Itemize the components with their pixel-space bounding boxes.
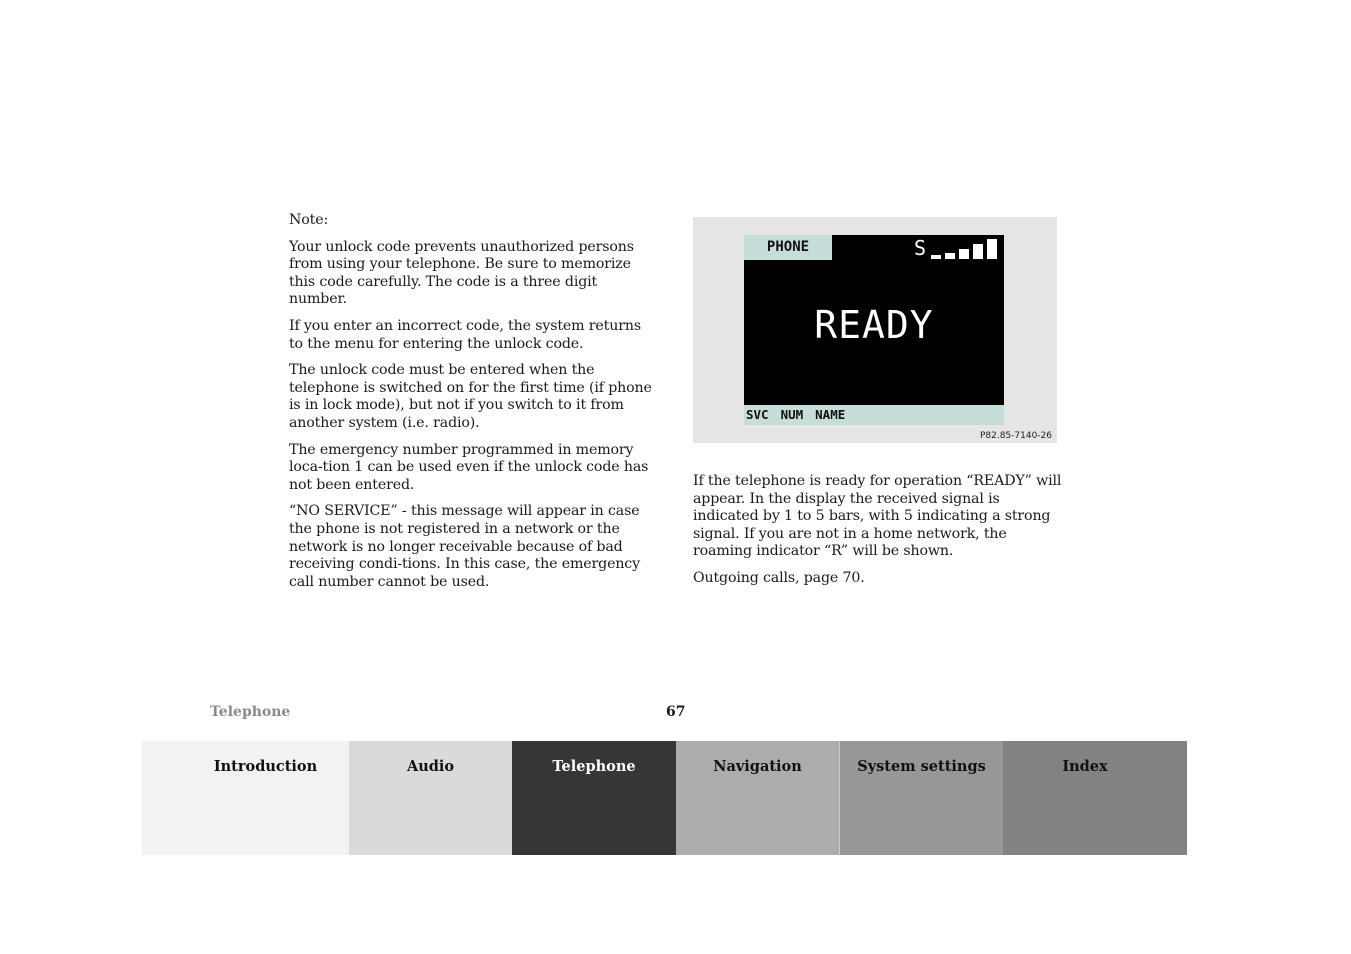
signal-strength-indicator [914,237,997,259]
page-number: 67 [666,704,686,720]
tab-system-settings[interactable]: System settings [839,741,1003,855]
signal-bar-1 [931,255,941,259]
paragraph-incorrect-code: If you enter an incorrect code, the system returns to the menu for entering the unlock code. [289,317,641,352]
softkey-num: NUM [780,407,804,422]
softkey-svc: SVC [746,407,769,422]
left-text-column [289,212,657,600]
status-text: READY [814,303,934,347]
paragraph-outgoing-calls: Outgoing calls, page 70. [693,569,865,586]
note-label: Note: [289,212,329,228]
chapter-nav [142,741,1187,855]
phone-tab-label: PHONE [744,235,832,260]
tab-index[interactable]: Index [1003,741,1187,855]
tab-audio[interactable]: Audio [349,741,512,855]
paragraph-emergency-number: The emergency number programmed in memory loca-tion 1 can be used even if the unlock code has not been entered. [289,441,649,493]
footer-section-title: Telephone [210,704,291,720]
tab-introduction[interactable]: Introduction [142,741,349,855]
tab-telephone[interactable]: Telephone [512,741,676,855]
paragraph-unlock-code: Your unlock code prevents unauthorized persons from using your telephone. Be sure to memorize this code carefully. The code is a three digit number. [289,238,634,308]
phone-display-figure [693,217,1057,443]
paragraph-enter-code: The unlock code must be entered when the telephone is switched on for the first time (if phone is in lock mode), but not if you switch to it from another system (i.e. radio). [289,362,652,431]
figure-code: P82.85-7140-26 [979,431,1052,441]
signal-bar-4 [973,244,983,259]
signal-bar-5 [987,239,997,259]
paragraph-no-service: “NO SERVICE” - this message will appear in case the phone is not registered in a network or the network is no longer receivable because of bad receiving condi-tions. In this case, the emergency call number cannot be used. [289,503,640,590]
signal-bar-2 [945,253,955,259]
tab-navigation[interactable]: Navigation [676,741,839,855]
phone-screen [744,235,1004,425]
right-text-column [693,473,1063,597]
signal-bar-3 [959,249,969,259]
signal-letter: S [913,236,926,260]
paragraph-ready: If the telephone is ready for operation “READY” will appear. In the display the received signal is indicated by 1 to 5 bars, with 5 indicating a strong signal. If you are not in a home network, the roaming indicator “R” will be shown. [693,473,1062,560]
softkey-name: NAME [815,407,846,422]
softkey-bar [744,405,1004,425]
